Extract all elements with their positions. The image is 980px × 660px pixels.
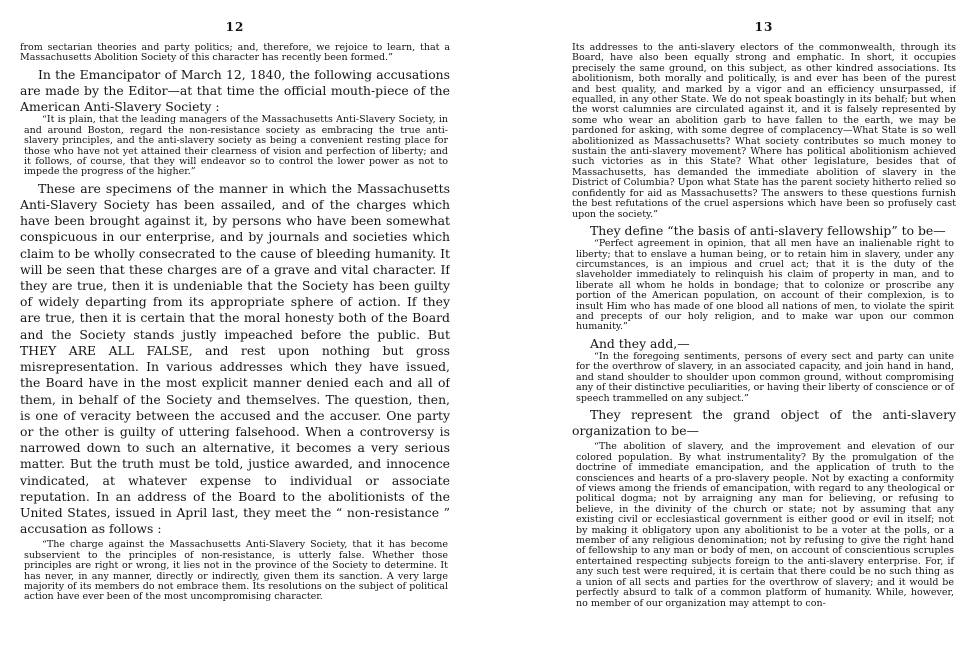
quote-emancipator: “It is plain, that the leading managers of the Massachusetts Anti-Slavery Society, in and around Boston, regard the non-resistance society as embracing the true anti-slavery principles, and the anti-slavery society as being a convenient resting place for those who have not yet attained their clearness of vision and perfection of liberty; and it follows, of course, that they will endeavor so to control the lower power as not to impede the progress of the higher.” bbox=[24, 114, 448, 178]
quote-board-charge: “The charge against the Massachusetts Anti-Slavery Society, that it has become subservient to the principles of non-resistance, is utterly false. Whether those principles are right or wrong, it lies not in the province of the Society to determine. It has never, in any manner, directly or indirectly, given them its sanction. A very large majority of its members do not embrace them. Its resolutions on the subject of political action have ever been of the most uncompromising character. bbox=[24, 539, 448, 603]
page-number-left: 12 bbox=[225, 20, 245, 34]
quote-abolition-of-slavery: “The abolition of slavery, and the improvement and elevation of our colored population. By what instrumentality? By the promulgation of the doctrine of immediate emancipation, and the application of truth to the consciences and hearts of a pro-slavery people. Not by exacting a conformity of views among the friends of emancipation, with regard to any theological or political dogma; not by arraigning any man for believing, or refusing to believe, in the divinity of the church or state; not by assuming that any existing civil or ecclesiastical government is either good or evil in itself; not by making it obligatory upon any abolitionist to be a voter at the polls, or a member of any religious denomination; not by refusing to give the right hand of fellowship to any man or body of men, on account of conscientious scruples entertained respecting subjects foreign to the anti-slavery enterprise. For, if any such test were required, it is certain that there could be no such thing as a union of all sects and parties for the overthrow of slavery; and it would be perfectly absurd to talk of a common platform of humanity. While, however, no member of our organization may attempt to con- bbox=[576, 441, 954, 609]
right-page bbox=[572, 0, 956, 660]
paragraph-define-basis: They define “the basis of anti-slavery fellowship” to be— bbox=[590, 222, 946, 238]
paragraph-grand-object: They represent the grand object of the anti-slavery organization to be— bbox=[572, 407, 956, 439]
quote-continuation: from sectarian theories and party politics; and, therefore, we rejoice to learn, that a Massachusetts Abolition Society of this character has recently been formed.” bbox=[20, 42, 450, 64]
quote-addresses-continuation: Its addresses to the anti-slavery electors of the commonwealth, through its Board, have also been equally strong and emphatic. In short, it occupies precisely the same ground, on this subject, as other kindred associations. Its abolitionism, both morally and politically, is and ever has been of the purest and best quality, and marked by a vigor and an efficiency unsurpassed, if equalled, in any other State. We do not speak boastingly in its behalf; but when the worst calumnies are circulated against it, and it is falsely represented by some who wear an abolition garb to have fallen to the earth, we may be pardoned for asking, with some degree of complacency—What State is so well abolitionized as Massachusetts? What society contributes so much money to sustain the anti-slavery movement? Where has political abolitionism achieved such victories as in this State? What other legislature, besides that of Massachusetts, has demanded the immediate abolition of slavery in the District of Columbia? Upon what State has the parent society hitherto relied so confidently for aid as Massachusetts? The answers to these questions furnish the best refutations of the cruel aspersions which have been so profusely cast upon the society.” bbox=[572, 42, 956, 220]
quote-foregoing-sentiments: “In the foregoing sentiments, persons of every sect and party can unite for the overthrow of slavery, in an associated capacity, and join hand in hand, and stand shoulder to shoulder upon common ground, without compromising any of their distinctive peculiarities, or having their liberty of conscience or of speech trammelled on any subject.” bbox=[576, 350, 954, 404]
paragraph-emancipator: In the Emancipator of March 12, 1840, the following accusations are made by the Editor—at that time the official mouth-piece of the American Anti-Slavery Society : bbox=[20, 66, 450, 115]
paragraph-they-add: And they add,— bbox=[590, 335, 690, 351]
paragraph-specimens: These are specimens of the manner in which the Massachusetts Anti-Slavery Society has been assailed, and of the charges which have been brought against it, by persons who have been somewhat conspicuous in our enterprise, and by journals and societies which claim to be wholly consecrated to the cause of bleeding humanity. It will be seen that these charges are of a grave and vital character. If they are true, then it is undeniable that the Society has been guilty of widely departing from its appropriate sphere of action. If they are true, then it is certain that the moral honesty both of the Board and the Society stands justly impeached before the public. But THEY ARE ALL FALSE, and rest upon nothing but gross misrepresentation. In various addresses which they have issued, the Board have in the most explicit manner denied each and all of them, in behalf of the Society and themselves. The question, then, is one of veracity between the accused and the accuser. One party or the other is guilty of uttering falsehood. When a controversy is narrowed down to such an alternative, it becomes a very serious matter. But the truth must be told, justice awarded, and innocence vindicated, at whatever expense to individual or associate reputation. In an address of the Board to the abolitionists of the United States, issued in April last, they meet the “ non-resistance ” accusation as follows : bbox=[20, 180, 450, 537]
left-page bbox=[20, 0, 450, 660]
page-number-right: 13 bbox=[754, 20, 774, 34]
quote-perfect-agreement: “Perfect agreement in opinion, that all men have an inalienable right to liberty; that to enslave a human being, or to retain him in slavery, under any circumstances, is an impious and cruel act; that it is the duty of the slaveholder immediately to relinquish his claim of property in man, and to liberate all whom he holds in bondage; that to colonize or proscribe any portion of the American population, on account of their complexion, is to insult Him who has made of one blood all nations of men, to violate the spirit and precepts of our holy religion, and to make war upon our common humanity.” bbox=[576, 238, 954, 333]
